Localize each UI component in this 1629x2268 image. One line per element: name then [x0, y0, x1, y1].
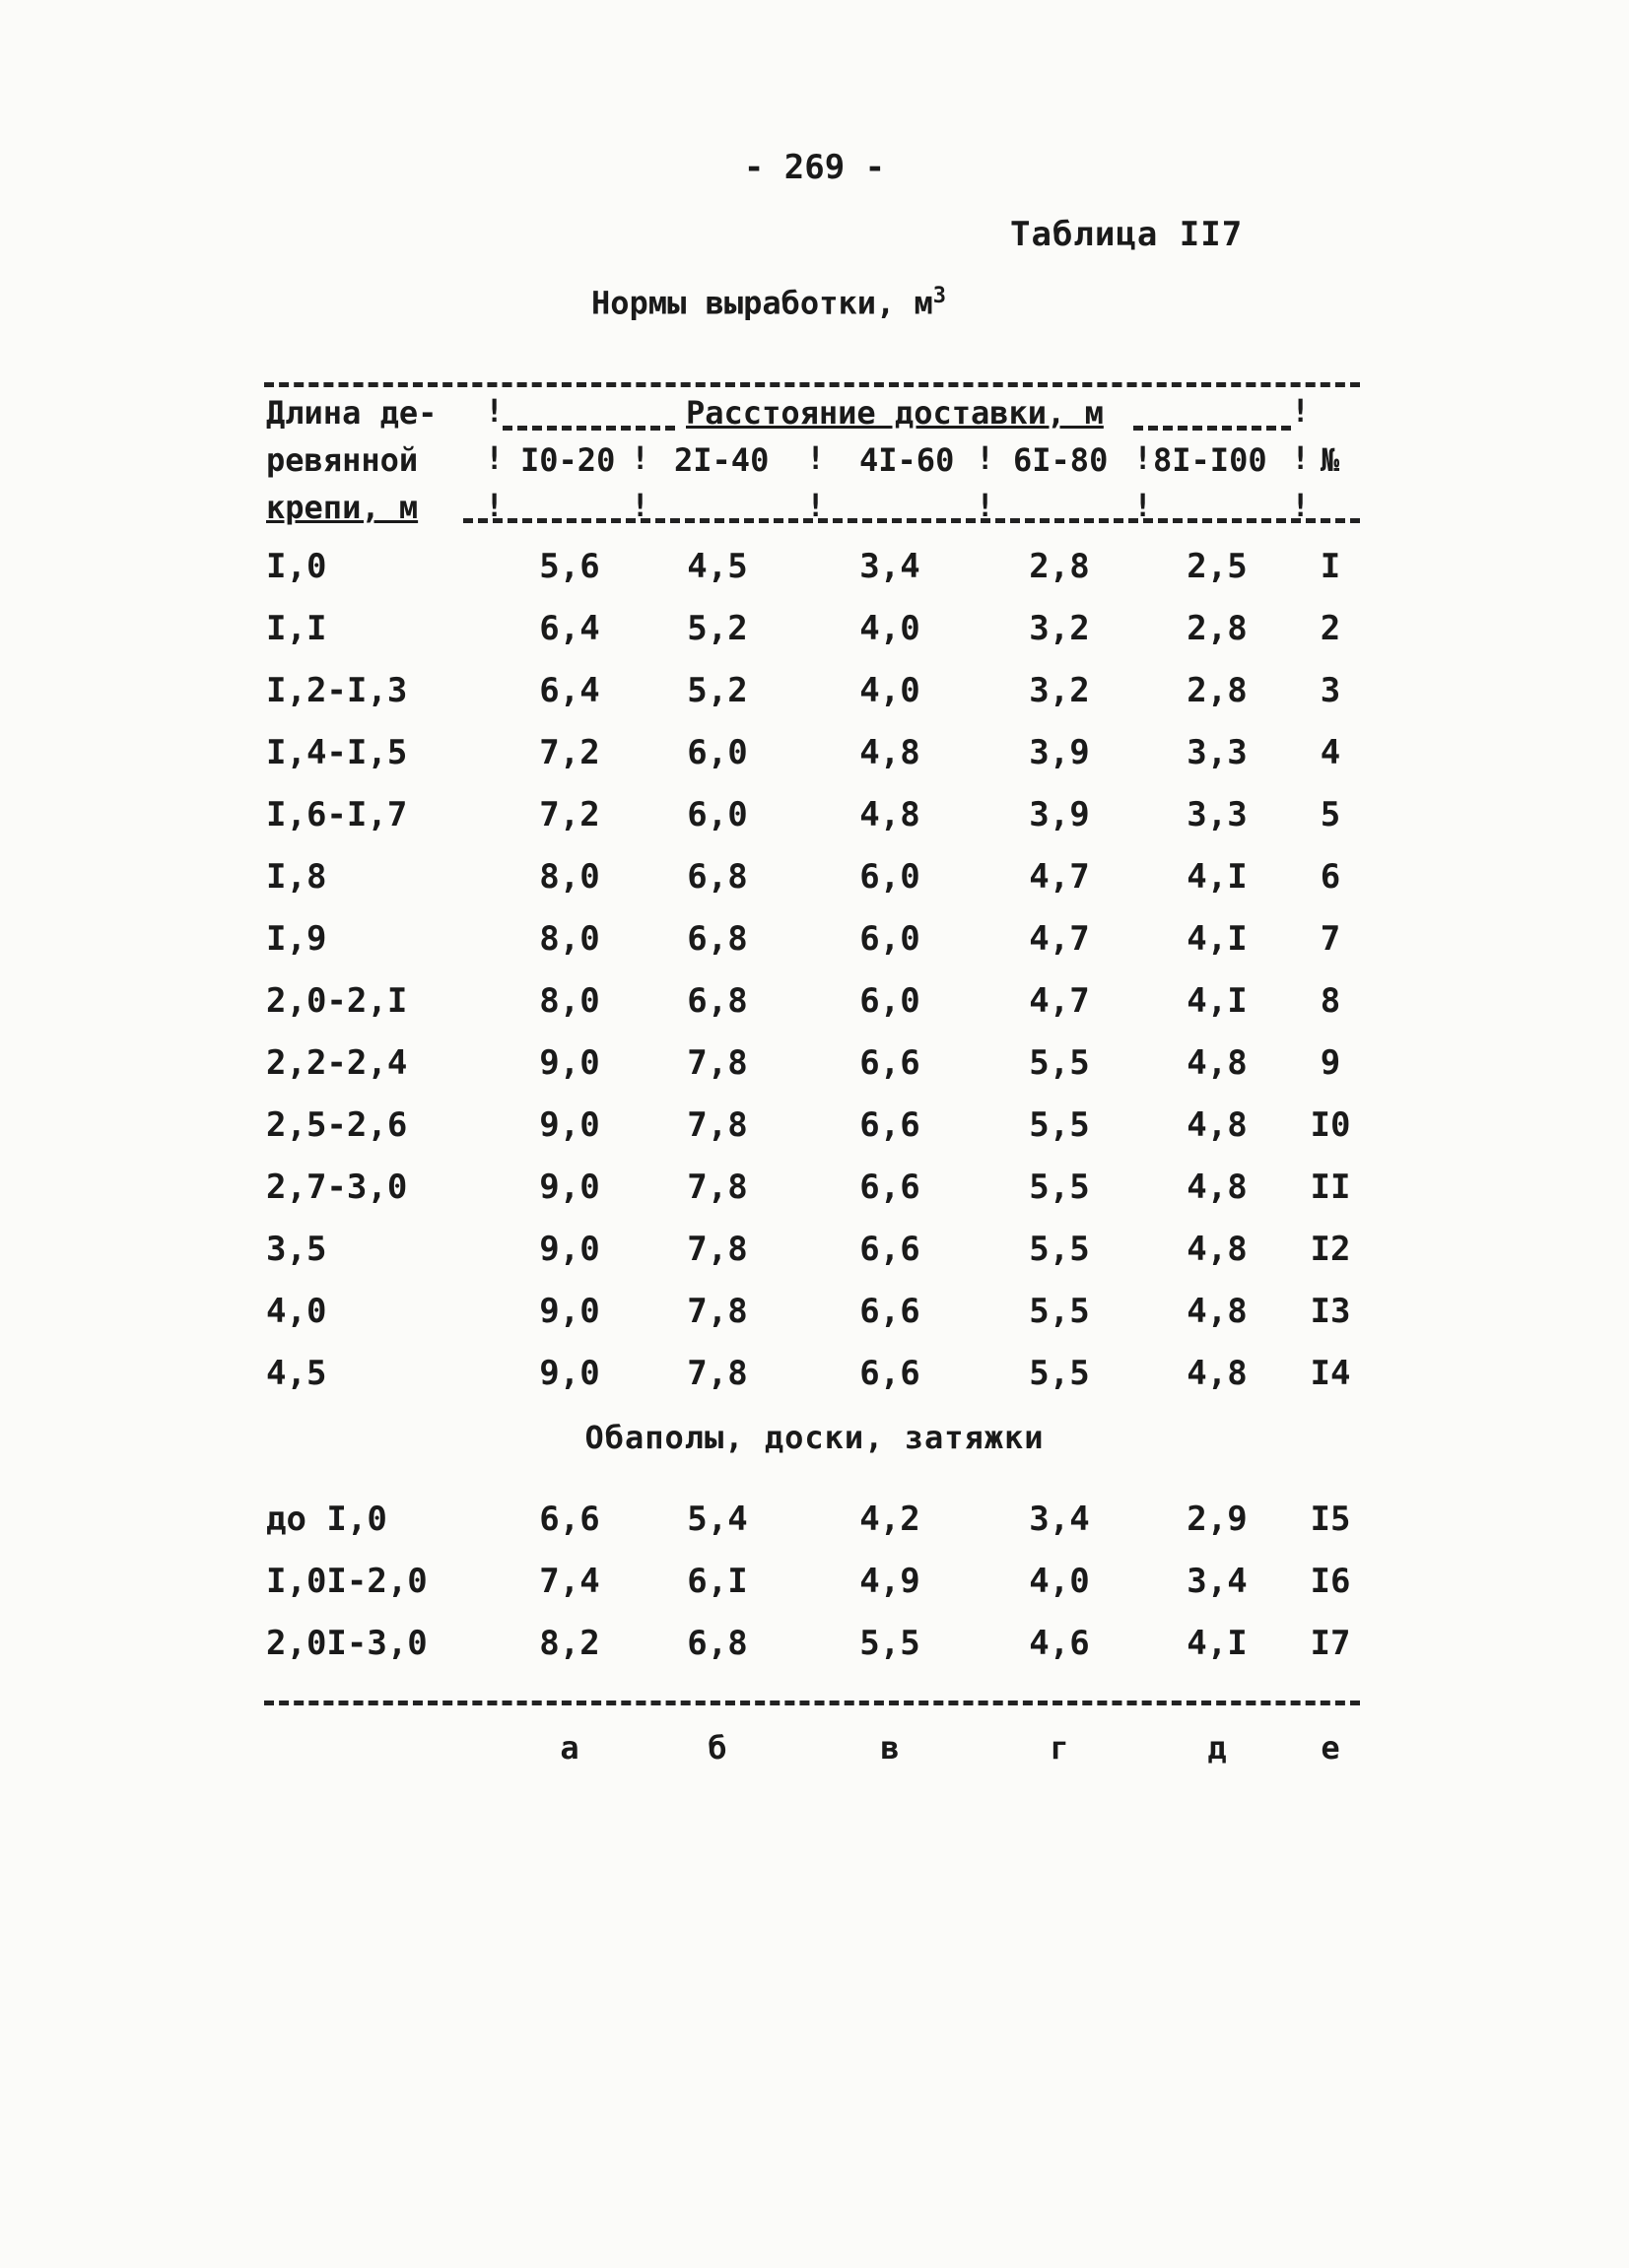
cell-value: 5,5 [1029, 1230, 1090, 1269]
cell-row-number: I5 [1310, 1500, 1351, 1539]
cell-row-number: I6 [1310, 1562, 1351, 1601]
cell-length: I,9 [266, 919, 327, 959]
header-distance-3: 4I-60 [859, 441, 955, 479]
cell-value: 7,8 [687, 1105, 748, 1145]
table-row [0, 795, 1629, 854]
cell-value: 6,I [687, 1562, 748, 1601]
header-distance-2: 2I-40 [674, 441, 770, 479]
cell-length: I,0 [266, 547, 327, 586]
cell-value: 7,2 [539, 733, 600, 772]
cell-value: 4,8 [1187, 1230, 1248, 1269]
cell-value: 9,0 [539, 1105, 600, 1145]
cell-value: 4,8 [1187, 1354, 1248, 1393]
header-separator: ! [1133, 439, 1153, 477]
table-row [0, 609, 1629, 668]
cell-value: 4,7 [1029, 857, 1090, 897]
cell-row-number: 4 [1320, 733, 1341, 772]
table-row [0, 1167, 1629, 1227]
cell-value: 5,2 [687, 671, 748, 710]
cell-value: 4,0 [1029, 1562, 1090, 1601]
cell-value: 5,5 [1029, 1292, 1090, 1331]
cell-value: 6,6 [859, 1292, 920, 1331]
cell-value: 9,0 [539, 1167, 600, 1207]
cell-row-number: I [1320, 547, 1341, 586]
table-label: Таблица II7 [1010, 215, 1244, 254]
cell-value: 4,8 [1187, 1105, 1248, 1145]
cell-value: 5,5 [1029, 1105, 1090, 1145]
cell-length: I,2-I,3 [266, 671, 408, 710]
cell-value: 4,I [1187, 981, 1248, 1021]
cell-value: 6,0 [859, 919, 920, 959]
header-separator: ! [631, 439, 650, 477]
cell-value: 4,5 [687, 547, 748, 586]
cell-length: 2,0-2,I [266, 981, 408, 1021]
section-label: Обаполы, доски, затяжки [584, 1419, 1045, 1456]
cell-row-number: II [1310, 1167, 1351, 1207]
cell-value: 7,8 [687, 1354, 748, 1393]
header-separator: ! [1291, 439, 1311, 477]
cell-value: 6,8 [687, 981, 748, 1021]
table-row [0, 1230, 1629, 1289]
cell-value: 2,5 [1187, 547, 1248, 586]
cell-value: 7,8 [687, 1043, 748, 1083]
cell-value: 4,0 [859, 671, 920, 710]
cell-value: 4,6 [1029, 1624, 1090, 1663]
header-separator: ! [485, 487, 505, 524]
cell-length: I,6-I,7 [266, 795, 408, 834]
cell-value: 6,0 [687, 795, 748, 834]
header-distance-4: 6I-80 [1013, 441, 1109, 479]
cell-row-number: 5 [1320, 795, 1341, 834]
cell-value: 7,2 [539, 795, 600, 834]
cell-row-number: I2 [1310, 1230, 1351, 1269]
header-distance-1: I0-20 [520, 441, 616, 479]
cell-value: 5,4 [687, 1500, 748, 1539]
cell-value: 4,I [1187, 919, 1248, 959]
cell-row-number: 6 [1320, 857, 1341, 897]
table-caption [591, 284, 946, 322]
cell-value: 8,0 [539, 919, 600, 959]
cell-value: 3,3 [1187, 733, 1248, 772]
footer-letter: г [1050, 1729, 1069, 1767]
table-row [0, 1043, 1629, 1102]
cell-value: 2,8 [1187, 671, 1248, 710]
cell-value: 4,7 [1029, 919, 1090, 959]
cell-row-number: 9 [1320, 1043, 1341, 1083]
cell-row-number: I3 [1310, 1292, 1351, 1331]
cell-row-number: I7 [1310, 1624, 1351, 1663]
footer-letter: б [708, 1729, 727, 1767]
top-dashed-rule [264, 382, 1360, 387]
cell-value: 3,4 [1187, 1562, 1248, 1601]
header-bottom-dashed-rule [463, 518, 1360, 523]
cell-length: 2,0I-3,0 [266, 1624, 428, 1663]
caption-text: Нормы выработки, м [591, 284, 933, 322]
cell-value: 6,8 [687, 1624, 748, 1663]
table-row [0, 671, 1629, 730]
header-number-label: № [1321, 441, 1340, 479]
cell-value: 6,6 [539, 1500, 600, 1539]
header-separator: ! [485, 392, 505, 430]
cell-value: 6,8 [687, 919, 748, 959]
cell-value: 6,6 [859, 1167, 920, 1207]
table-row [0, 733, 1629, 792]
cell-value: 6,8 [687, 857, 748, 897]
cell-value: 4,9 [859, 1562, 920, 1601]
cell-value: 7,8 [687, 1167, 748, 1207]
cell-value: 8,2 [539, 1624, 600, 1663]
cell-value: 5,5 [1029, 1354, 1090, 1393]
cell-value: 5,2 [687, 609, 748, 648]
cell-value: 2,9 [1187, 1500, 1248, 1539]
bottom-dashed-rule [264, 1701, 1360, 1705]
table-row [0, 919, 1629, 978]
footer-letter: а [560, 1729, 579, 1767]
cell-value: 4,I [1187, 1624, 1248, 1663]
cell-length: 2,2-2,4 [266, 1043, 408, 1083]
table-row [0, 1105, 1629, 1165]
cell-value: 6,6 [859, 1230, 920, 1269]
header-separator: ! [806, 487, 826, 524]
header-length-line1: Длина де- [266, 394, 438, 432]
cell-value: 2,8 [1187, 609, 1248, 648]
cell-value: 7,8 [687, 1292, 748, 1331]
cell-value: 9,0 [539, 1230, 600, 1269]
header-distance-5: 8I-I00 [1153, 441, 1267, 479]
cell-value: 5,5 [859, 1624, 920, 1663]
table-row [0, 1562, 1629, 1621]
cell-value: 6,0 [859, 857, 920, 897]
header-separator: ! [631, 487, 650, 524]
cell-value: 3,9 [1029, 795, 1090, 834]
header-group-label: Расстояние доставки, м [686, 394, 1104, 432]
header-separator: ! [976, 487, 995, 524]
cell-value: 5,5 [1029, 1043, 1090, 1083]
header-separator: ! [485, 439, 505, 477]
cell-row-number: 7 [1320, 919, 1341, 959]
table-row [0, 857, 1629, 916]
header-separator: ! [1291, 487, 1311, 524]
cell-value: 3,9 [1029, 733, 1090, 772]
table-row [0, 1624, 1629, 1683]
header-separator: ! [1133, 487, 1153, 524]
cell-value: 2,8 [1029, 547, 1090, 586]
cell-value: 6,4 [539, 609, 600, 648]
cell-length: 2,5-2,6 [266, 1105, 408, 1145]
cell-value: 6,6 [859, 1105, 920, 1145]
table-row [0, 547, 1629, 606]
header-separator: ! [806, 439, 826, 477]
cell-value: 3,4 [859, 547, 920, 586]
header-separator: ! [976, 439, 995, 477]
cell-length: I,0I-2,0 [266, 1562, 428, 1601]
header-length-line3: крепи, м [266, 489, 419, 526]
cell-value: 3,2 [1029, 671, 1090, 710]
cell-value: 4,8 [1187, 1043, 1248, 1083]
cell-row-number: 8 [1320, 981, 1341, 1021]
cell-row-number: I4 [1310, 1354, 1351, 1393]
cell-value: 3,2 [1029, 609, 1090, 648]
cell-row-number: 3 [1320, 671, 1341, 710]
cell-value: 4,2 [859, 1500, 920, 1539]
group-dash-right [1133, 426, 1291, 431]
cell-value: 6,6 [859, 1354, 920, 1393]
cell-value: 5,6 [539, 547, 600, 586]
cell-value: 4,7 [1029, 981, 1090, 1021]
footer-letters-row [0, 1729, 1629, 1788]
cell-value: 6,0 [859, 981, 920, 1021]
cell-value: 4,8 [1187, 1292, 1248, 1331]
cell-row-number: I0 [1310, 1105, 1351, 1145]
cell-value: 6,6 [859, 1043, 920, 1083]
footer-letter: в [880, 1729, 900, 1767]
cell-length: I,I [266, 609, 327, 648]
header-separator: ! [1291, 392, 1311, 430]
cell-value: 4,8 [1187, 1167, 1248, 1207]
group-dash-left [503, 426, 675, 431]
cell-length: до I,0 [266, 1500, 387, 1539]
cell-value: 4,0 [859, 609, 920, 648]
cell-value: 4,8 [859, 733, 920, 772]
cell-value: 7,8 [687, 1230, 748, 1269]
page-number: - 269 - [743, 148, 886, 187]
cell-length: 2,7-3,0 [266, 1167, 408, 1207]
cell-length: 4,0 [266, 1292, 327, 1331]
cell-length: 3,5 [266, 1230, 327, 1269]
cell-value: 8,0 [539, 857, 600, 897]
cell-value: 4,8 [859, 795, 920, 834]
table-row [0, 1292, 1629, 1351]
header-length-line2: ревянной [266, 441, 419, 479]
footer-letter: е [1321, 1729, 1340, 1767]
caption-superscript: 3 [932, 284, 947, 308]
cell-value: 3,4 [1029, 1500, 1090, 1539]
table-row [0, 1354, 1629, 1413]
cell-value: 9,0 [539, 1292, 600, 1331]
cell-value: 4,I [1187, 857, 1248, 897]
cell-value: 8,0 [539, 981, 600, 1021]
cell-row-number: 2 [1320, 609, 1341, 648]
cell-value: 5,5 [1029, 1167, 1090, 1207]
table-row [0, 981, 1629, 1040]
table-row [0, 1500, 1629, 1559]
cell-value: 9,0 [539, 1043, 600, 1083]
cell-value: 7,4 [539, 1562, 600, 1601]
footer-letter: д [1207, 1729, 1227, 1767]
cell-length: I,4-I,5 [266, 733, 408, 772]
cell-length: I,8 [266, 857, 327, 897]
cell-length: 4,5 [266, 1354, 327, 1393]
cell-value: 9,0 [539, 1354, 600, 1393]
cell-value: 6,0 [687, 733, 748, 772]
cell-value: 6,4 [539, 671, 600, 710]
cell-value: 3,3 [1187, 795, 1248, 834]
